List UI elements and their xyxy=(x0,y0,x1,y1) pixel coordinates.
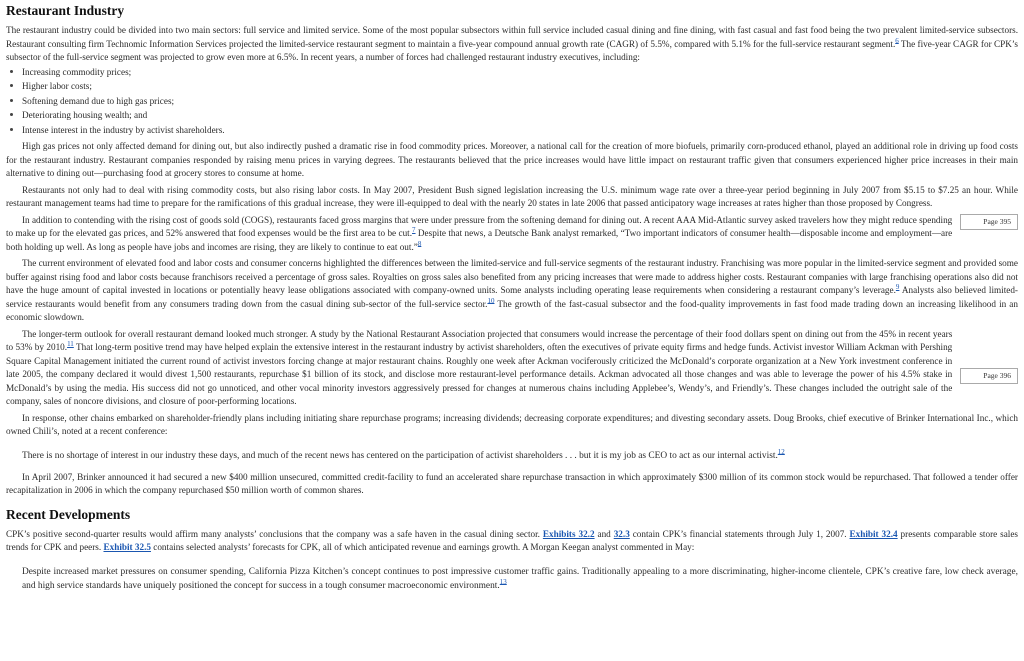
paragraph-text: In addition to contending with the rising cost of goods sold (COGS), restaurants faced gross margins that were under pressure from the softening demand for dining out. A recent AAA Mid-Atlantic survey asked travelers how they might reduce spending to make up for the elevated gas prices, and 52% answered that food expenses would be the first area to be cut. xyxy=(6,214,953,238)
footnote-link-11[interactable]: 11 xyxy=(67,339,74,348)
exhibit-link-32-5[interactable]: Exhibit 32.5 xyxy=(103,542,151,552)
paragraph-text: That long-term positive trend may have helped explain the extensive interest in the restaurant industry by activist shareholders, often the executives of private equity firms and hedge funds. Activist investor William Ackman with Pershing Square Capital Management initiated the current round of activist investors forcing change at major restaurant chains. Roughly one week after Ackman vociferously criticized the McDonald’s corporate organization at a New York investment conference in late 2005, the company declared it would divest 1,500 restaurants, repurchase $1 billion of its stock, and disclose more restaurant-level performance details. Ackman advocated all those changes and was able to leverage the power of his 4.5% stake in McDonald’s by using the media. His success did not go unnoticed, and other vocal minority investors aggressively pressed for changes at numerous chains including Applebee’s, Wendy’s, and Friendly’s. These changes included the outright sale of the company, sales of noncore divisions, and closure of poor-performing locations. xyxy=(6,342,953,406)
paragraph-franchising xyxy=(6,257,1018,325)
paragraph-text: The current environment of elevated food and labor costs and consumer concerns highlighted the differences between the limited-service and full-service segments of the restaurant industry. Franchising was more popular in the limited-service segment and provided some buffer against rising food and labor costs because franchisors received a percentage of gross sales. Royalties on gross sales also benefited from any pricing increases that were made to address higher costs. Restaurant companies with large franchising operations also did not have the huge amount of capital invested in locations or potentially heavy lease obligations associated with company-owned units. Some analysts including operating lease requirements when considering a restaurant company’s leverage. xyxy=(6,258,1018,295)
list-item xyxy=(8,79,1018,94)
bullet-icon xyxy=(10,99,13,102)
list-item-text: Higher labor costs; xyxy=(22,81,92,91)
section-heading-restaurant-industry: Restaurant Industry xyxy=(6,3,125,18)
paragraph-industry-sectors xyxy=(6,24,1018,65)
paragraph-cogs xyxy=(6,214,1018,255)
footnote-link-12[interactable]: 12 xyxy=(777,447,785,456)
challenges-list xyxy=(6,65,1018,138)
footnote-link-9[interactable]: 9 xyxy=(895,282,900,291)
footnote-link-13[interactable]: 13 xyxy=(499,577,507,586)
list-item xyxy=(8,94,1018,109)
paragraph-text: The five-year CAGR for CPK’s subsector of the full-service segment was projected to grow even more at 6.5%. In recent years, a number of forces had challenged restaurant industry executives, including: xyxy=(6,38,1018,62)
paragraph-gas-prices: High gas prices not only affected demand for dining out, but also indirectly pushed a dramatic rise in food commodity prices. Moreover, a national call for the creation of more biofuels, primarily corn-produced ethanol, played an additional role in driving up food costs for the restaurant industry. Restaurant companies responded by raising menu prices in varying degrees. The restaurants believed that the price increases would have little impact on restaurant traffic given that consumers experienced higher price increases in their main alternative to dining out—purchasing food at grocery stores to consume at home. xyxy=(6,141,1018,178)
bullet-icon xyxy=(10,128,13,131)
page-marker-395: Page 395 xyxy=(960,214,1018,230)
list-item-text: Increasing commodity prices; xyxy=(22,66,132,77)
footnote-link-6[interactable]: 6 xyxy=(895,36,899,45)
blockquote-brooks xyxy=(22,449,1018,463)
list-item-text: Deteriorating housing wealth; and xyxy=(22,110,148,120)
exhibit-link-32-3[interactable]: 32.3 xyxy=(613,528,630,539)
exhibit-link-32-4[interactable]: Exhibit 32.4 xyxy=(849,528,898,539)
page-marker-396: Page 396 xyxy=(960,368,1018,384)
paragraph-text: Analysts also believed limited-service restaurants would benefit from any consumers trading down from the casual dining sub-sector of the full-service sector. xyxy=(6,285,1018,309)
bullet-icon xyxy=(10,84,13,87)
paragraph-text: CPK’s positive second-quarter results would affirm many analysts’ conclusions that the company was a safe haven in the casual dining sector. xyxy=(6,528,543,539)
paragraph-brinker: In April 2007, Brinker announced it had secured a new $400 million unsecured, committed credit-facility to fund an accelerated share repurchase transaction in which approximately $300 million of its common stock would be repurchased. That followed a tender offer recapitalization in 2006 in which the company repurchased $50 million worth of common shares. xyxy=(6,471,1018,495)
list-item xyxy=(8,123,1018,138)
blockquote-morgan-keegan xyxy=(22,565,1018,593)
footnote-link-8[interactable]: 8 xyxy=(417,239,422,248)
list-item-text: Intense interest in the industry by activist shareholders. xyxy=(22,124,225,135)
footnote-link-7[interactable]: 7 xyxy=(412,225,416,234)
paragraph-text: Despite that news, a Deutsche Bank analyst remarked, “Two important indicators of consumer health—disposable income and employment—are both holding up well. As long as people have jobs and incomes are rising, they are likely to continue to eat out.” xyxy=(6,228,953,252)
quote-text: There is no shortage of interest in our industry these days, and much of the recent news has centered on the participation of activist shareholders . . . but it is my job as CEO to act as our internal activist. xyxy=(22,450,778,461)
paragraph-text: contain CPK’s financial statements through July 1, 2007. xyxy=(629,528,850,539)
footnote-link-10[interactable]: 10 xyxy=(487,296,495,305)
paragraph-text: The longer-term outlook for overall restaurant demand looked much stronger. A study by the National Restaurant Association projected that consumers would increase the percentage of their food dollars spent on dining out from the 45% in recent years to 53% by 2010. xyxy=(6,328,953,352)
paragraph-recent-developments xyxy=(6,528,1018,555)
paragraph-text: The growth of the fast-casual subsector and the food-quality improvements in fast food made trading down an increasing likelihood in an economic slowdown. xyxy=(6,298,1018,322)
section-heading-recent-developments: Recent Developments xyxy=(6,506,131,522)
quote-text: Despite increased market pressures on consumer spending, California Pizza Kitchen’s concept continues to post impressive customer traffic gains. Traditionally appealing to a more discriminating, higher-income clientele, CPK’s creative fare, low check average, and high service standards have uniquely positioned the concept for success in a tough consumer macroeconomic environment. xyxy=(22,566,1018,591)
paragraph-shareholder-plans: In response, other chains embarked on shareholder-friendly plans including initiating share repurchase programs; increasing dividends; decreasing corporate expenditures; and divesting secondary assets. Doug Brooks, chief executive of Brinker International Inc., which owned Chili’s, noted at a recent conference: xyxy=(6,412,1018,436)
list-item xyxy=(8,108,1018,123)
bullet-icon xyxy=(10,70,13,73)
paragraph-labor-costs: Restaurants not only had to deal with rising commodity costs, but also rising labor costs. In May 2007, President Bush signed legislation increasing the U.S. minimum wage rate over a three-year period beginning in July 2007 from $5.15 to $7.25 an hour. While restaurant management teams had time to prepare for the ramifications of this gradual increase, they were ill-equipped to deal with the nearly 20 states in late 2006 that passed anticipatory wage increases at rates higher than those proposed by Congress. xyxy=(6,184,1018,208)
list-item-text: Softening demand due to high gas prices; xyxy=(22,95,175,106)
paragraph-text: The restaurant industry could be divided into two main sectors: full service and limited service. Some of the most popular subsectors within full service included casual dining and fine dining, with fast casual and fast food being the two prevalent limited-service subsectors. Restaurant consulting firm Technomic Information Services projected the limited-service restaurant segment to maintain a five-year compound annual growth rate (CAGR) of 5.5%, compared with 5.1% for the full-service restaurant segment. xyxy=(6,25,1018,49)
paragraph-text: presents comparable store sales trends for CPK and peers. xyxy=(6,528,1018,552)
list-item xyxy=(8,65,1018,80)
bullet-icon xyxy=(10,113,13,116)
paragraph-text: contains selected analysts’ forecasts for CPK, all of which anticipated revenue and earnings growth. A Morgan Keegan analyst commented in May: xyxy=(150,542,695,552)
exhibit-link-32-2[interactable]: Exhibits 32.2 xyxy=(542,528,595,539)
paragraph-activist-investors xyxy=(6,328,1018,409)
paragraph-text: and xyxy=(594,528,614,539)
